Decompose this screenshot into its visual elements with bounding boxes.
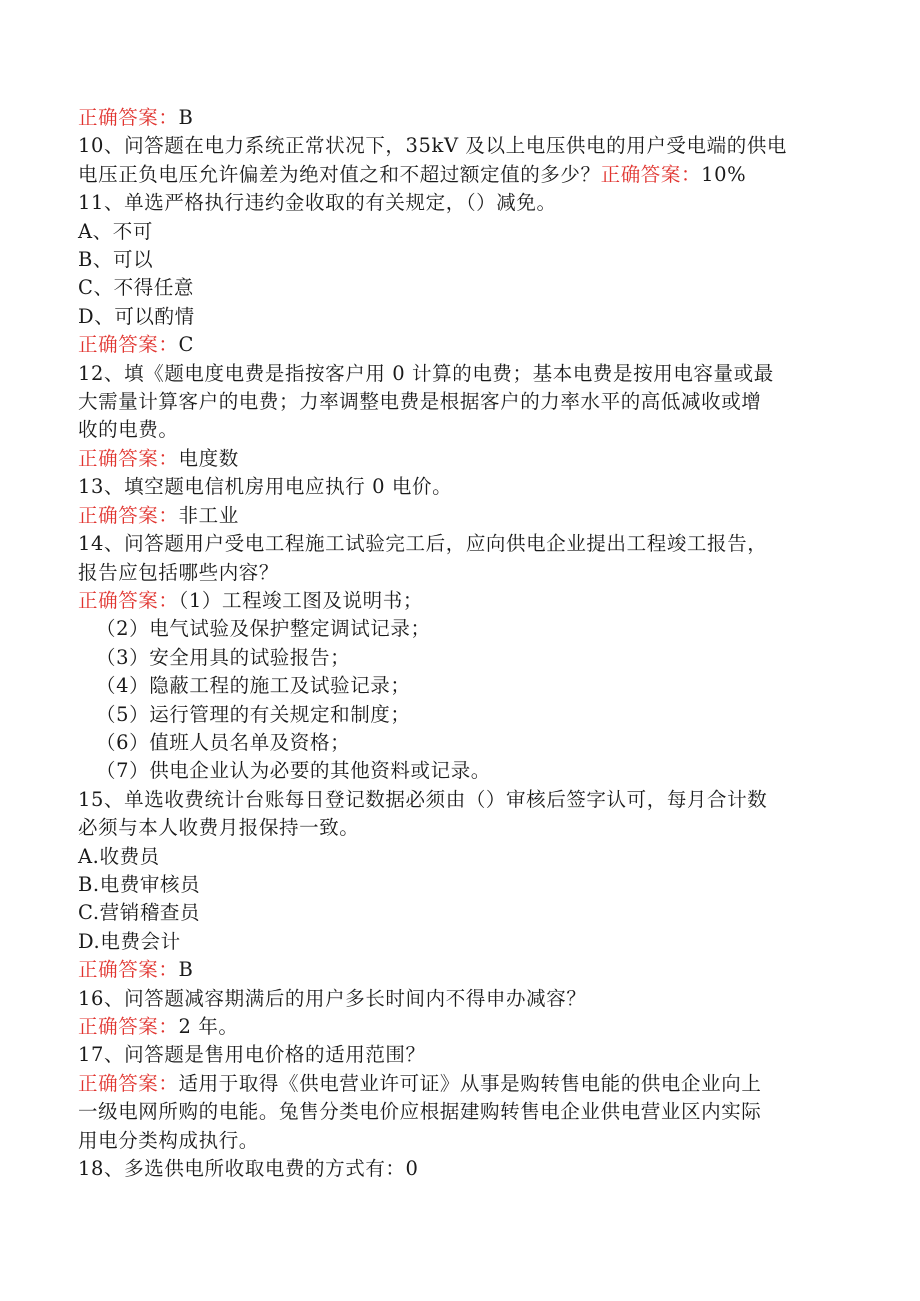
option-d: D、可以酌情	[78, 304, 195, 328]
question-10-cont	[78, 161, 838, 189]
option-a: A、不可	[78, 219, 153, 243]
answer-label: 正确答案：	[78, 333, 179, 357]
answer-label: 正确答案：	[78, 106, 179, 129]
answer-value: 2 年。	[178, 1015, 239, 1038]
answer-label: 正确答案：	[78, 503, 179, 527]
answer-value: C	[178, 333, 195, 357]
question-13: 13、填空题电信机房用电应执行 0 电价。	[78, 475, 453, 499]
option-d: D.电费会计	[78, 929, 181, 953]
answer-value: 电度数	[178, 446, 239, 470]
answer-value: B	[178, 106, 194, 129]
question-15-cont: 必须与本人收费月报保持一致。	[78, 816, 360, 840]
answer-line	[78, 587, 838, 615]
answer-value: 适用于取得《供电营业许可证》从事是购转售电能的供电企业向上	[178, 1071, 762, 1095]
question-12-cont: 大需量计算客户的电费；力率调整电费是根据客户的力率水平的高低减收或增	[78, 390, 762, 414]
answer-item: （5）运行管理的有关规定和制度；	[96, 702, 411, 726]
answer-cont: 用电分类构成执行。	[78, 1128, 259, 1152]
option-b: B.电费审核员	[78, 872, 201, 896]
answer-value: 非工业	[178, 503, 239, 527]
question-11: 11、单选严格执行违约金收取的有关规定，（）减免。	[78, 191, 557, 215]
answer-label: 正确答案：	[78, 1071, 179, 1095]
question-17: 17、问答题是售用电价格的适用范围？	[78, 1043, 426, 1067]
option-b: B、可以	[78, 248, 154, 272]
answer-line	[78, 104, 838, 132]
answer-item: （4）隐蔽工程的施工及试验记录；	[96, 674, 411, 698]
document-page	[78, 104, 838, 1183]
answer-line	[78, 1070, 838, 1098]
question-12-cont: 收的电费。	[78, 418, 179, 442]
answer-label: 正确答案：	[78, 588, 179, 612]
answer-label: 正确答案：	[600, 162, 702, 186]
question-text: 电压正负电压允许偏差为绝对值之和不超过额定值的多少？	[78, 162, 601, 186]
answer-line	[78, 445, 838, 473]
answer-label: 正确答案：	[78, 446, 179, 470]
option-c: C.营销稽查员	[78, 901, 201, 925]
answer-item: （2）电气试验及保护整定调试记录；	[96, 617, 431, 641]
answer-value: 10%	[701, 162, 747, 186]
answer-line	[78, 502, 838, 530]
question-18: 18、多选供电所收取电费的方式有：0	[78, 1157, 419, 1181]
answer-value: （1）工程竣工图及说明书；	[178, 588, 423, 612]
answer-item: （7）供电企业认为必要的其他资料或记录。	[96, 759, 491, 783]
question-10: 10、问答题在电力系统正常状况下，35kV 及以上电压供电的用户受电端的供电	[78, 134, 788, 158]
question-12: 12、填《题电度电费是指按客户用 0 计算的电费；基本电费是按用电容量或最	[78, 361, 774, 385]
answer-label: 正确答案：	[78, 1015, 179, 1038]
answer-label: 正确答案：	[78, 958, 179, 982]
answer-item: （6）值班人员名单及资格；	[96, 730, 351, 754]
answer-line	[78, 956, 838, 984]
question-15: 15、单选收费统计台账每日登记数据必须由（）审核后签字认可，每月合计数	[78, 787, 768, 811]
answer-item: （3）安全用具的试验报告；	[96, 645, 351, 669]
question-14-cont: 报告应包括哪些内容？	[78, 560, 280, 584]
answer-line	[78, 1013, 838, 1041]
question-16: 16、问答题减容期满后的用户多长时间内不得申办减容？	[78, 986, 587, 1010]
answer-cont: 一级电网所购的电能。兔售分类电价应根据建购转售电企业供电营业区内实际	[78, 1100, 762, 1124]
answer-line	[78, 331, 838, 359]
question-14: 14、问答题用户受电工程施工试验完工后，应向供电企业提出工程竣工报告，	[78, 532, 768, 556]
option-a: A.收费员	[78, 844, 160, 868]
option-c: C、不得任意	[78, 276, 195, 300]
answer-value: B	[178, 958, 194, 982]
